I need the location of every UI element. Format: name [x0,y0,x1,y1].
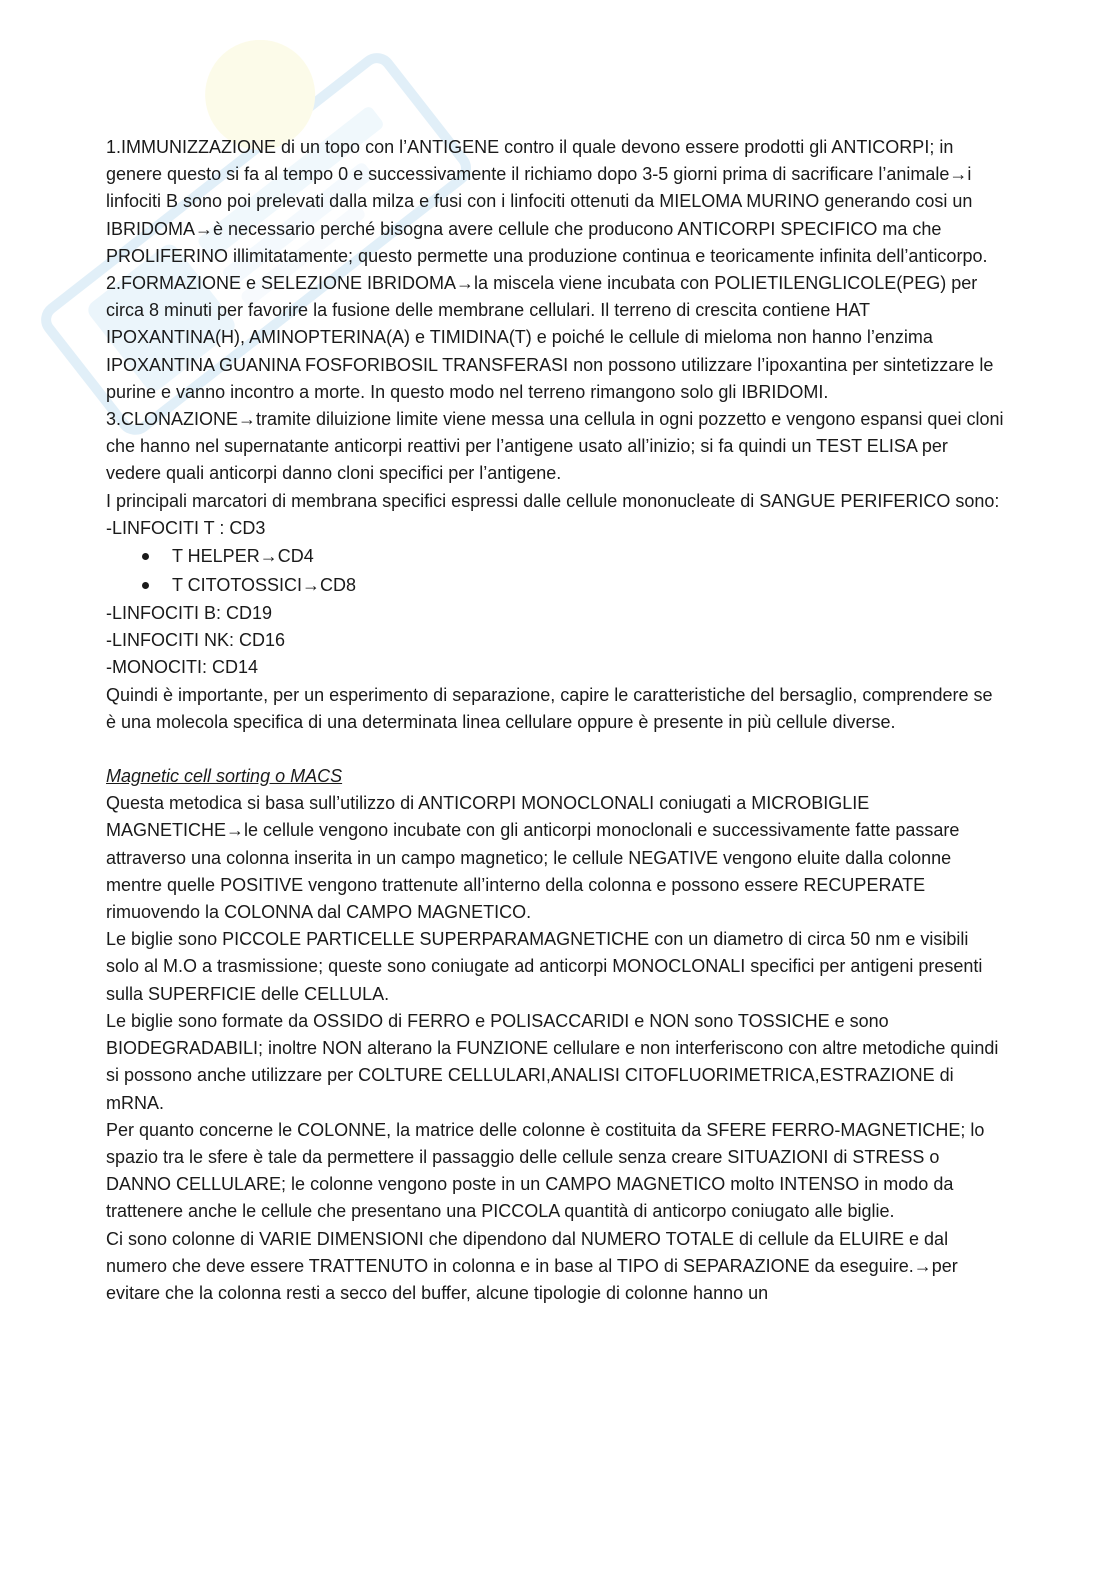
paragraph-macs-metodica: Questa metodica si basa sull’utilizzo di ANTICORPI MONOCLONALI coniugati a MICROBIGLIE MAGNETICHE→le cellule vengono incubate con gli anticorpi monoclonali e successivamente fatte passare attraverso una colonna inserita in un campo magnetico; le cellule NEGATIVE vengono eluite dalla colonne mentre quelle POSITIVE vengono trattenute all’interno della colonna e possono essere RECUPERATE rimuovendo la COLONNA dal CAMPO MAGNETICO. [106,793,960,923]
paragraph-biglie-composizione: Le biglie sono formate da OSSIDO di FERRO e POLISACCARIDI e NON sono TOSSICHE e sono BIODEGRADABILI; inoltre NON alterano la FUNZIONE cellulare e non interferiscono con altre metodiche quindi si possono anche utilizzare per COLTURE CELLULARI,ANALISI CITOFLUORIMETRICA,ESTRAZIONE di mRNA. [106,1010,999,1113]
line-monociti: -MONOCITI: CD14 [106,657,259,678]
bullet-dot-icon [142,553,149,560]
line-linfociti-b: -LINFOCITI B: CD19 [106,603,273,624]
document-body [106,134,1006,1307]
paragraph-clonazione: 3.CLONAZIONE→tramite diluizione limite viene messa una cellula in ogni pozzetto e vengono espansi quei cloni che hanno nel supernatante anticorpi reattivi per l’antigene usato all’inizio; si fa quindi un TEST ELISA per vedere quali anticorpi danno cloni specifici per l’antigene. [106,409,1004,484]
paragraph-biglie-particelle: Le biglie sono PICCOLE PARTICELLE SUPERPARAMAGNETICHE con un diametro di circa 50 nm e visibili solo al M.O a trasmissione; queste sono coniugate ad anticorpi MONOCLONALI specifici per antigeni presenti sulla SUPERFICIE delle CELLULA. [106,929,983,1004]
paragraph-colonne-matrice: Per quanto concerne le COLONNE, la matrice delle colonne è costituita da SFERE FERRO-MAGNETICHE; lo spazio tra le sfere è tale da permettere il passaggio delle cellule senza creare SITUAZIONI di STRESS o DANNO CELLULARE; le colonne vengono poste in un CAMPO MAGNETICO molto INTENSO in modo da trattenere anche le cellule che presentano una PICCOLA quantità di anticorpo coniugato alle biglie. [106,1119,985,1222]
bullet-dot-icon [142,582,149,589]
list-item-text: T HELPER→CD4 [172,546,314,567]
bullet-list-linfociti-t [106,542,1006,600]
paragraph-immunizzazione: 1.IMMUNIZZAZIONE di un topo con l’ANTIGENE contro il quale devono essere prodotti gli ANTICORPI; in genere questo si fa al tempo 0 e successivamente il richiamo dopo 3-5 giorni prima di sacrificare l’animale→i linfociti B sono poi prelevati dalla milza e fusi con i linfociti ottenuti da MIELOMA MURINO generando cosi un IBRIDOMA→è necessario perché bisogna avere cellule che producono ANTICORPI SPECIFICO ma che PROLIFERINO illimitatamente; questo permette una produzione continua e teoricamente infinita dell’anticorpo. [106,137,988,266]
line-linfociti-t: -LINFOCITI T : CD3 [106,517,266,538]
paragraph-formazione-selezione: 2.FORMAZIONE e SELEZIONE IBRIDOMA→la miscela viene incubata con POLIETILENGLICOLE(PEG) per circa 8 minuti per favorire la fusione delle membrane cellulari. Il terreno di crescita contiene HAT IPOXANTINA(H), AMINOPTERINA(A) e TIMIDINA(T) e poiché le cellule di mieloma non hanno l’enzima IPOXANTINA GUANINA FOSFORIBOSIL TRANSFERASI non possono utilizzare l’ipoxantina per sintetizzare le purine e vanno incontro a morte. In questo modo nel terreno rimangono solo gli IBRIDOMI. [106,273,994,402]
paragraph-marcatori-intro: I principali marcatori di membrana specifici espressi dalle cellule mononucleate di SANGUE PERIFERICO sono: [106,490,1000,511]
line-linfociti-nk: -LINFOCITI NK: CD16 [106,630,286,651]
list-item [142,571,1006,600]
list-item-text: T CITOTOSSICI→CD8 [172,575,357,596]
paragraph-separazione: Quindi è importante, per un esperimento di separazione, capire le caratteristiche del bersaglio, comprendere se è una molecola specifica di una determinata linea cellulare oppure è presente in più cellule diverse. [106,684,993,732]
list-item [142,542,1006,571]
paragraph-colonne-dimensioni: Ci sono colonne di VARIE DIMENSIONI che dipendono dal NUMERO TOTALE di cellule da ELUIRE e dal numero che deve essere TRATTENUTO in colonna e in base al TIPO di SEPARAZIONE da eseguire.→per evitare che la colonna resti a secco del buffer, alcune tipologie di colonne hanno un [106,1228,958,1303]
section-title-macs: Magnetic cell sorting o MACS [106,766,343,787]
